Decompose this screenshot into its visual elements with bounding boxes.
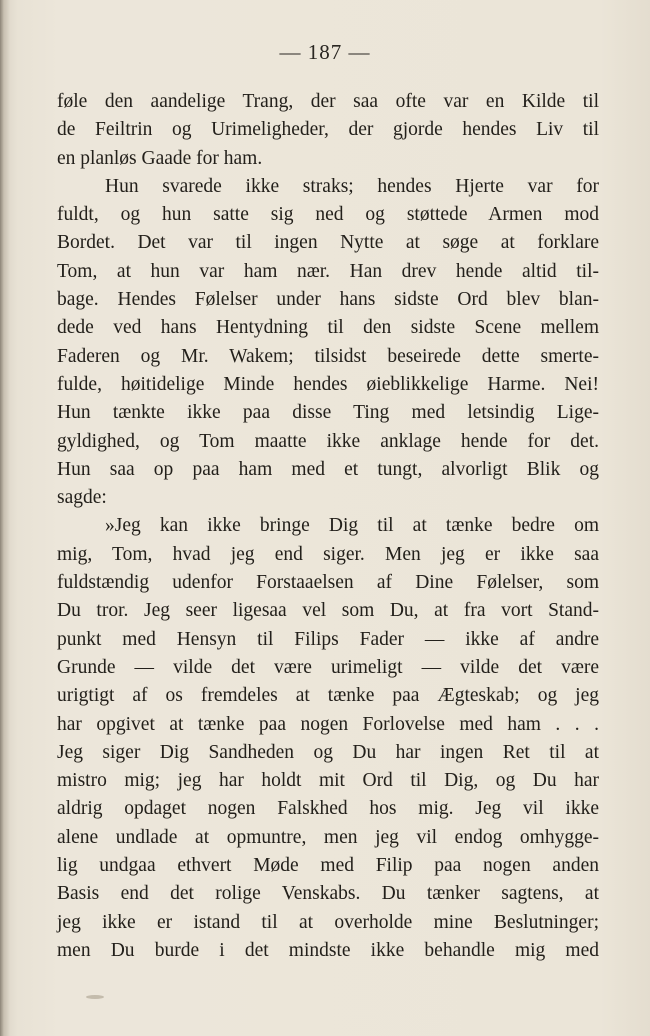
text-line: gyldighed, og Tom maatte ikke anklage hende for det. bbox=[57, 430, 599, 452]
text-line: fuldt, og hun satte sig ned og støttede Armen mod bbox=[57, 204, 599, 226]
text-line: Hun svarede ikke straks; hendes Hjerte var for bbox=[105, 175, 599, 197]
text-line: bage. Hendes Følelser under hans sidste Ord blev blan- bbox=[57, 289, 599, 311]
text-line: mig, Tom, hvad jeg end siger. Men jeg er ikke saa bbox=[57, 543, 599, 565]
text-line: urigtigt af os fremdeles at tænke paa Ægteskab; og jeg bbox=[57, 685, 599, 707]
text-line: en planløs Gaade for ham. bbox=[57, 147, 263, 169]
text-line: jeg ikke er istand til at overholde mine Beslutninger; bbox=[57, 911, 599, 933]
text-line: punkt med Hensyn til Filips Fader — ikke af andre bbox=[57, 628, 599, 650]
text-line: fulde, høitidelige Minde hendes øieblikkelige Harme. Nei! bbox=[57, 373, 599, 395]
text-line: Hun tænkte ikke paa disse Ting med letsindig Lige- bbox=[57, 402, 599, 424]
text-line: aldrig opdaget nogen Falskhed hos mig. Jeg vil ikke bbox=[57, 798, 599, 820]
text-line: har opgivet at tænke paa nogen Forlovelse med ham . . . bbox=[57, 713, 599, 735]
text-line: Hun saa op paa ham med et tungt, alvorligt Blik og bbox=[57, 458, 599, 480]
text-line: Tom, at hun var ham nær. Han drev hende altid til- bbox=[57, 260, 599, 282]
text-line: Faderen og Mr. Wakem; tilsidst beseirede dette smerte- bbox=[57, 345, 599, 367]
text-line: »Jeg kan ikke bringe Dig til at tænke bedre om bbox=[105, 515, 599, 537]
text-line: men Du burde i det mindste ikke behandle mig med bbox=[57, 939, 599, 961]
text-line: de Feiltrin og Urimeligheder, der gjorde hendes Liv til bbox=[57, 119, 599, 141]
text-line: dede ved hans Hentydning til den sidste Scene mellem bbox=[57, 317, 599, 339]
binding-edge bbox=[0, 0, 10, 1036]
text-line: Jeg siger Dig Sandheden og Du har ingen Ret til at bbox=[57, 741, 599, 763]
text-line: fuldstændig udenfor Forstaaelsen af Dine Følelser, som bbox=[57, 572, 599, 594]
page-number: — 187 — bbox=[279, 40, 371, 64]
text-line: lig undgaa ethvert Møde med Filip paa nogen anden bbox=[57, 855, 599, 877]
text-line: Basis end det rolige Venskabs. Du tænker sagtens, at bbox=[57, 883, 599, 905]
ink-smudge bbox=[86, 995, 104, 999]
text-line: Bordet. Det var til ingen Nytte at søge at forklare bbox=[57, 232, 599, 254]
text-line: mistro mig; jeg har holdt mit Ord til Dig, og Du har bbox=[57, 770, 599, 792]
text-line: føle den aandelige Trang, der saa ofte var en Kilde til bbox=[57, 91, 599, 112]
text-line: alene undlade at opmuntre, men jeg vil endog omhygge- bbox=[57, 826, 599, 848]
body-text bbox=[57, 88, 599, 965]
text-line: Du tror. Jeg seer ligesaa vel som Du, at fra vort Stand- bbox=[57, 600, 599, 622]
text-line: sagde: bbox=[57, 487, 107, 509]
text-line: Grunde — vilde det være urimeligt — vilde det være bbox=[57, 656, 599, 678]
